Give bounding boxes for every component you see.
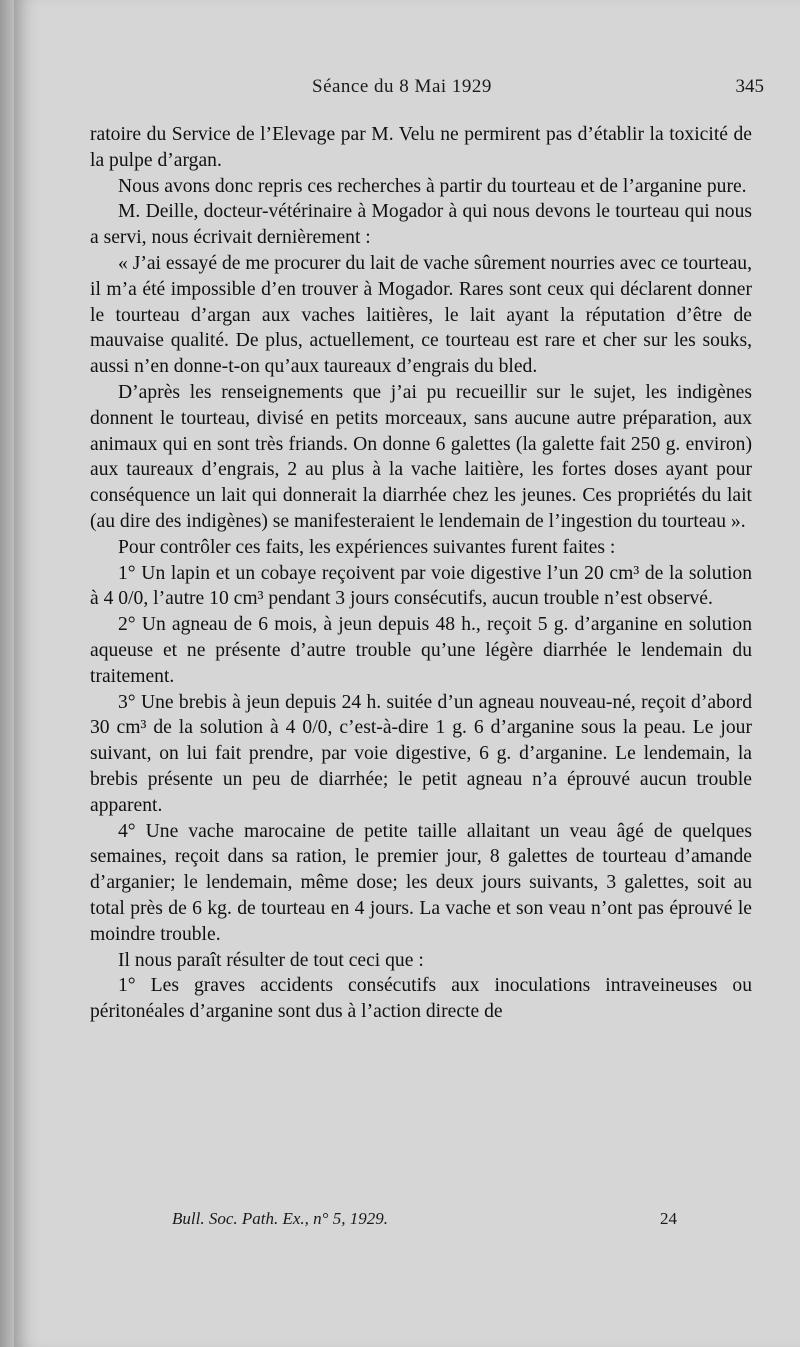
conclusion-item: 1° Les graves accidents consécutifs aux inoculations intraveineuses ou péritonéales d’arganine sont dus à l’action directe de [90,975,752,1023]
running-header [14,76,770,100]
experiment-item: 3° Une brebis à jeun depuis 24 h. suitée d’un agneau nouveau-né, reçoit d’abord 30 cm³ de la solution à 4 0/0, c’est-à-dire 1 g. 6 d’arganine sous la peau. Le jour suivant, on lui fait prendre, par voie digestive, 6 g. d’arganine. Le lendemain, la brebis présente un peu de diarrhée; le petit agneau n’a éprouvé aucun trouble apparent. [90,691,752,816]
paragraph: ratoire du Service de l’Elevage par M. Velu ne permirent pas d’établir la toxicité de la pulpe d’argan. [90,124,752,171]
paragraph: M. Deille, docteur-vétérinaire à Mogador à qui nous devons le tourteau qui nous a servi, nous écrivait dernièrement : [90,201,752,249]
experiment-item: 1° Un lapin et un cobaye reçoivent par voie digestive l’un 20 cm³ de la solution à 4 0/0, l’autre 10 cm³ pendant 3 jours consécutifs, aucun trouble n’est observé. [90,562,752,610]
page-footer [172,1209,712,1229]
paragraph: Nous avons donc repris ces recherches à partir du tourteau et de l’arganine pure. [118,175,747,197]
bulletin-reference: Bull. Soc. Path. Ex., n° 5, 1929. [172,1209,388,1228]
article-body [90,122,752,1025]
quoted-letter-continued: D’après les renseignements que j’ai pu recueillir sur le sujet, les indigènes donnent le tourteau, divisé en petits morceaux, sans aucune autre préparation, aux animaux qui en sont très friands. On donne 6 galettes (la galette fait 250 g. environ) aux taureaux d’engrais, 2 au plus à la vache laitière, les fortes doses ayant pour conséquence un lait qui donnerait la diarrhée chez les jeunes. Ces propriétés du lait (au dire des indigènes) se manifesteraient le lendemain de l’ingestion du tourteau ». [90,381,752,532]
running-title: Séance du 8 Mai 1929 [312,76,492,97]
quoted-letter: « J’ai essayé de me procurer du lait de vache sûrement nourries avec ce tourteau, il m’a été impossible d’en trouver à Mogador. Rares sont ceux qui déclarent donner le tourteau d’argan aux vaches laitières, le lait ayant la réputation d’être de mauvaise qualité. De plus, actuellement, ce tourteau est rare et cher sur les souks, aussi n’en donne-t-on qu’aux taureaux d’engrais du bled. [90,252,752,378]
paragraph: Pour contrôler ces faits, les expériences suivantes furent faites : [118,536,616,558]
book-gutter [0,0,14,1347]
paragraph: Il nous paraît résulter de tout ceci que : [118,949,424,971]
signature-mark: 24 [660,1209,677,1228]
experiment-item: 4° Une vache marocaine de petite taille allaitant un veau âgé de quelques semaines, reçoit dans sa ration, le premier jour, 8 galettes de tourteau d’amande d’arganier; le lendemain, même dose; les deux jours suivants, 3 galettes, soit au total près de 6 kg. de tourteau en 4 jours. La vache et son veau n’ont pas éprouvé le moindre trouble. [90,820,752,945]
page-number: 345 [735,76,764,97]
experiment-item: 2° Un agneau de 6 mois, à jeun depuis 48 h., reçoit 5 g. d’arganine en solution aqueuse et ne présente d’autre trouble qu’une légère diarrhée le lendemain du traitement. [90,614,752,687]
